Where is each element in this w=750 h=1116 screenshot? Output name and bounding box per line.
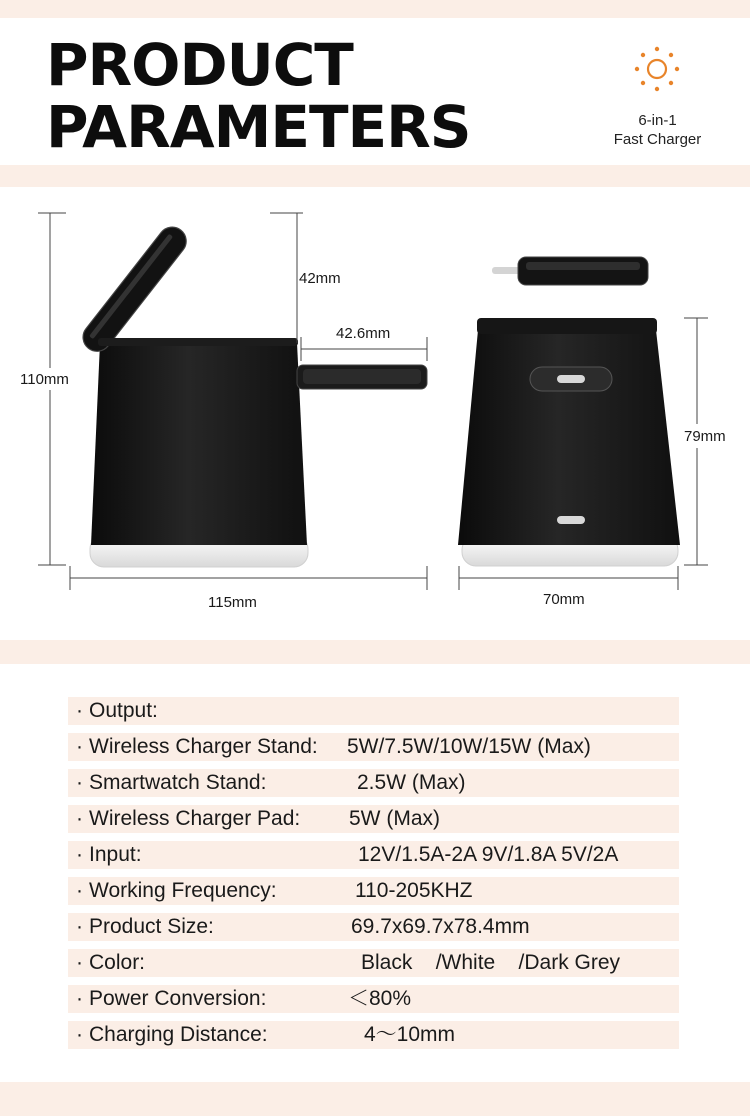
spec-label: Working Frequency:: [89, 879, 277, 902]
top-band: [0, 0, 750, 18]
spec-value: Black /White /Dark Grey: [361, 951, 621, 974]
front-view-charger: [458, 318, 680, 566]
spec-row-frequency: [68, 877, 679, 905]
spec-row-charging-distance: [68, 1021, 679, 1049]
spec-label: Power Conversion:: [89, 987, 267, 1010]
spec-bullet: ·: [76, 735, 83, 758]
badge-line-1: 6-in-1: [638, 112, 677, 129]
spec-label: Wireless Charger Pad:: [89, 807, 301, 830]
spec-bullet: ·: [76, 807, 83, 830]
spec-row-wireless-pad: [68, 805, 679, 833]
dim-width-side: 115mm: [208, 594, 257, 611]
spec-bullet: ·: [76, 987, 83, 1010]
sun-icon: [633, 45, 681, 93]
dim-width-front: 70mm: [543, 591, 585, 608]
side-view-charger: [77, 221, 427, 567]
spec-value: 110-205KHZ: [355, 879, 473, 902]
dim-pad-offset: 42mm: [299, 270, 341, 287]
header-divider-band: [0, 165, 750, 187]
bottom-band: [0, 1082, 750, 1116]
spec-value: 69.7x69.7x78.4mm: [351, 915, 530, 938]
badge-line-2: Fast Charger: [613, 131, 702, 148]
spec-label: Charging Distance:: [89, 1023, 268, 1046]
detached-charger-pad: [492, 257, 648, 285]
page-title: [46, 31, 471, 161]
spec-label: Product Size:: [89, 915, 214, 938]
spec-value: 12V/1.5A-2A 9V/1.8A 5V/2A: [358, 843, 619, 866]
spec-row-wireless-stand: [68, 733, 679, 761]
spec-label: Smartwatch Stand:: [89, 771, 267, 794]
spec-bullet: ·: [76, 879, 83, 902]
spec-label: Color:: [89, 951, 146, 974]
spec-row-power-conversion: [68, 985, 679, 1013]
title-line-2: PARAMETERS: [46, 93, 471, 161]
spec-row-smartwatch-stand: [68, 769, 679, 797]
spec-bullet: ·: [76, 843, 83, 866]
spec-row-output: [68, 697, 679, 725]
spec-value: ＜80%: [348, 987, 412, 1010]
spec-row-input: [68, 841, 679, 869]
spec-bullet: ·: [76, 915, 83, 938]
spec-value: 4～10mm: [364, 1023, 456, 1046]
dim-height-body: 79mm: [684, 428, 726, 445]
dimension-diagram: [0, 190, 750, 630]
spec-value: 5W (Max): [349, 807, 440, 830]
dim-pad-length: 42.6mm: [336, 325, 391, 342]
spec-value: 5W/7.5W/10W/15W (Max): [347, 735, 591, 758]
title-line-1: PRODUCT: [46, 31, 353, 99]
spec-bullet: ·: [76, 771, 83, 794]
dim-height-total: 110mm: [20, 371, 69, 388]
spec-label: Output:: [89, 699, 158, 722]
spec-label: Wireless Charger Stand:: [89, 735, 318, 758]
spec-row-product-size: [68, 913, 679, 941]
spec-bullet: ·: [76, 1023, 83, 1046]
mid-divider-band: [0, 640, 750, 664]
spec-value: 2.5W (Max): [357, 771, 466, 794]
spec-bullet: ·: [76, 699, 83, 722]
spec-row-color: [68, 949, 679, 977]
spec-bullet: ·: [76, 951, 83, 974]
spec-label: Input:: [89, 843, 142, 866]
product-badge: [590, 111, 725, 149]
